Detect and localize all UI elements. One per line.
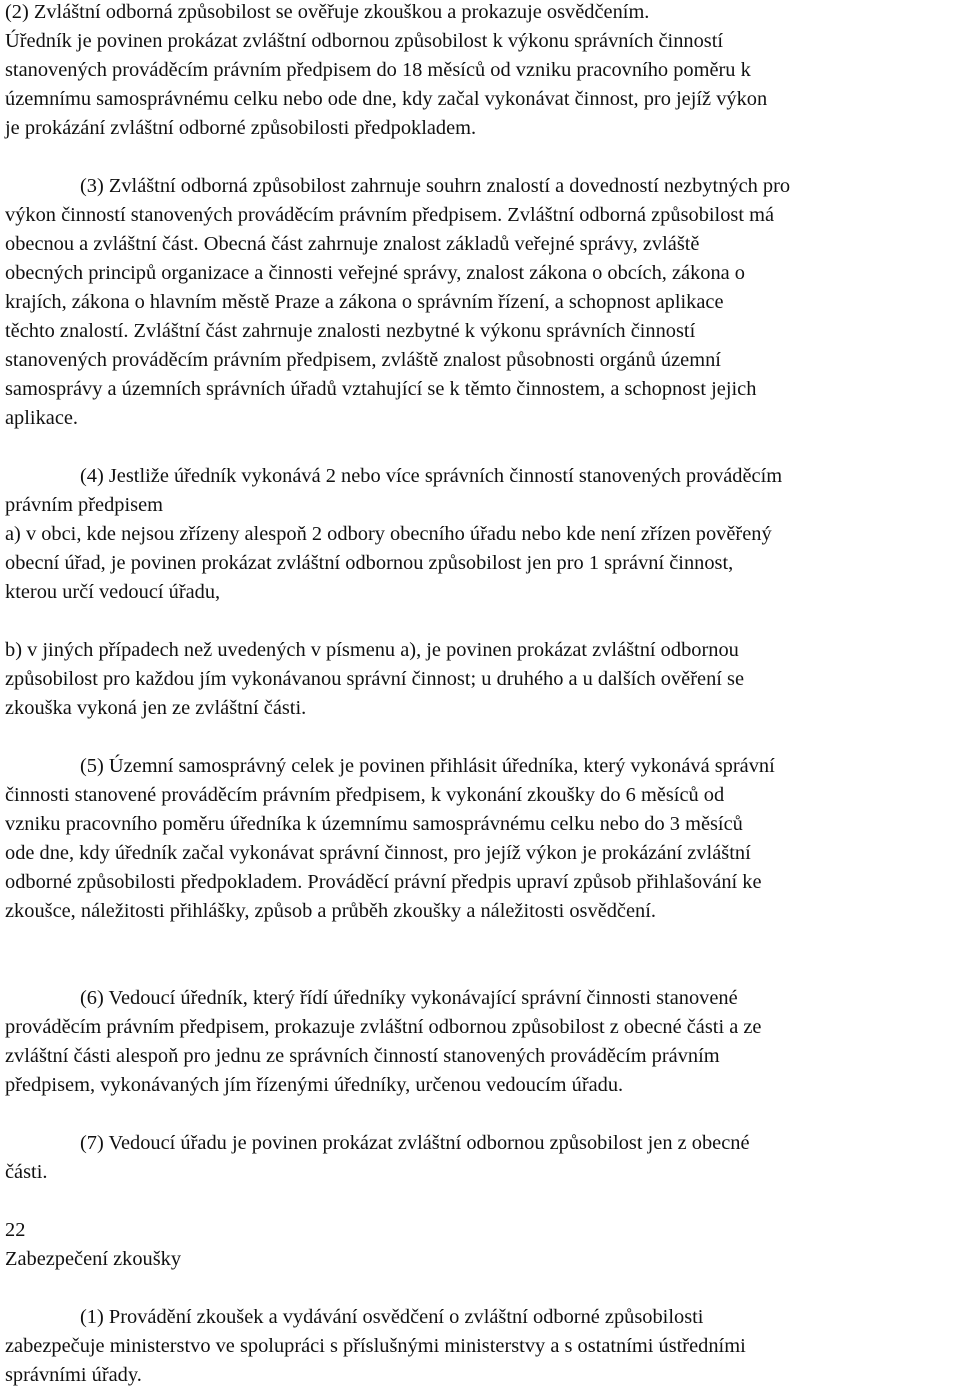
text-line: (6) Vedoucí úředník, který řídí úředníky vykonávající správní činnosti stanovené bbox=[80, 987, 738, 1009]
text-line: zabezpečuje ministerstvo ve spolupráci s příslušnými ministerstvy a s ostatními ústředními bbox=[5, 1335, 746, 1357]
text-line: je prokázání zvláštní odborné způsobilosti předpokladem. bbox=[5, 117, 477, 139]
text-line: právním předpisem bbox=[5, 494, 163, 516]
text-line: ode dne, kdy úředník začal vykonávat správní činnost, pro jejíž výkon je prokázání zvláštní bbox=[5, 842, 751, 864]
text-line: části. bbox=[5, 1161, 48, 1183]
text-line: b) v jiných případech než uvedených v písmenu a), je povinen prokázat zvláštní odbornou bbox=[5, 639, 739, 661]
text-line: Úředník je povinen prokázat zvláštní odbornou způsobilost k výkonu správních činností bbox=[5, 30, 724, 52]
text-line: správními úřady. bbox=[5, 1364, 142, 1386]
text-line: 22 bbox=[5, 1219, 26, 1241]
text-line: (7) Vedoucí úřadu je povinen prokázat zvláštní odbornou způsobilost jen z obecné bbox=[80, 1132, 750, 1154]
text-line: stanovených prováděcím právním předpisem, zvláště znalost působnosti orgánů územní bbox=[5, 349, 721, 371]
text-line: zkouška vykoná jen ze zvláštní části. bbox=[5, 697, 307, 719]
text-line: (2) Zvláštní odborná způsobilost se ověřuje zkouškou a prokazuje osvědčením. bbox=[5, 1, 650, 23]
text-line: obecní úřad, je povinen prokázat zvláštní odbornou způsobilost jen pro 1 správní činnost, bbox=[5, 552, 734, 574]
text-line: stanovených prováděcím právním předpisem do 18 měsíců od vzniku pracovního poměru k bbox=[5, 59, 751, 81]
text-line: těchto znalostí. Zvláštní část zahrnuje znalosti nezbytné k výkonu správních činností bbox=[5, 320, 696, 342]
text-line: (3) Zvláštní odborná způsobilost zahrnuje souhrn znalostí a dovedností nezbytných pro bbox=[80, 175, 791, 197]
text-line: vzniku pracovního poměru úředníka k územnímu samosprávnému celku nebo do 3 měsíců bbox=[5, 813, 743, 835]
text-line: samosprávy a územních správních úřadů vztahující se k těmto činnostem, a schopnost jejich bbox=[5, 378, 757, 400]
text-line: územnímu samosprávnému celku nebo ode dne, kdy začal vykonávat činnost, pro jejíž výkon bbox=[5, 88, 768, 110]
text-line: obecnou a zvláštní část. Obecná část zahrnuje znalost základů veřejné správy, zvláště bbox=[5, 233, 700, 255]
text-line: krajích, zákona o hlavním městě Praze a zákona o správním řízení, a schopnost aplikace bbox=[5, 291, 724, 313]
text-line: (1) Provádění zkoušek a vydávání osvědčení o zvláštní odborné způsobilosti bbox=[80, 1306, 704, 1328]
text-line: a) v obci, kde nejsou zřízeny alespoň 2 odbory obecního úřadu nebo kde není zřízen pověřený bbox=[5, 523, 772, 545]
text-line: prováděcím právním předpisem, prokazuje zvláštní odbornou způsobilost z obecné části a ze bbox=[5, 1016, 762, 1038]
text-line: Zabezpečení zkoušky bbox=[5, 1248, 182, 1270]
text-line: odborné způsobilosti předpokladem. Prováděcí právní předpis upraví způsob přihlašování ke bbox=[5, 871, 762, 893]
text-line: kterou určí vedoucí úřadu, bbox=[5, 581, 221, 603]
text-line: výkon činností stanovených prováděcím právním předpisem. Zvláštní odborná způsobilost má bbox=[5, 204, 775, 226]
text-line: obecných principů organizace a činnosti veřejné správy, znalost zákona o obcích, zákona o bbox=[5, 262, 745, 284]
text-line: zkoušce, náležitosti přihlášky, způsob a průběh zkoušky a náležitosti osvědčení. bbox=[5, 900, 656, 922]
text-line: zvláštní části alespoň pro jednu ze správních činností stanovených prováděcím právním bbox=[5, 1045, 720, 1067]
text-line: (5) Územní samosprávný celek je povinen přihlásit úředníka, který vykonává správní bbox=[80, 755, 775, 777]
text-line: způsobilost pro každou jím vykonávanou správní činnost; u druhého a u dalších ověření se bbox=[5, 668, 745, 690]
text-line: aplikace. bbox=[5, 407, 79, 429]
text-line: (4) Jestliže úředník vykonává 2 nebo více správních činností stanovených prováděcím bbox=[80, 465, 783, 487]
text-line: činnosti stanovené prováděcím právním předpisem, k vykonání zkoušky do 6 měsíců od bbox=[5, 784, 725, 806]
text-line: předpisem, vykonávaných jím řízenými úředníky, určenou vedoucím úřadu. bbox=[5, 1074, 624, 1096]
